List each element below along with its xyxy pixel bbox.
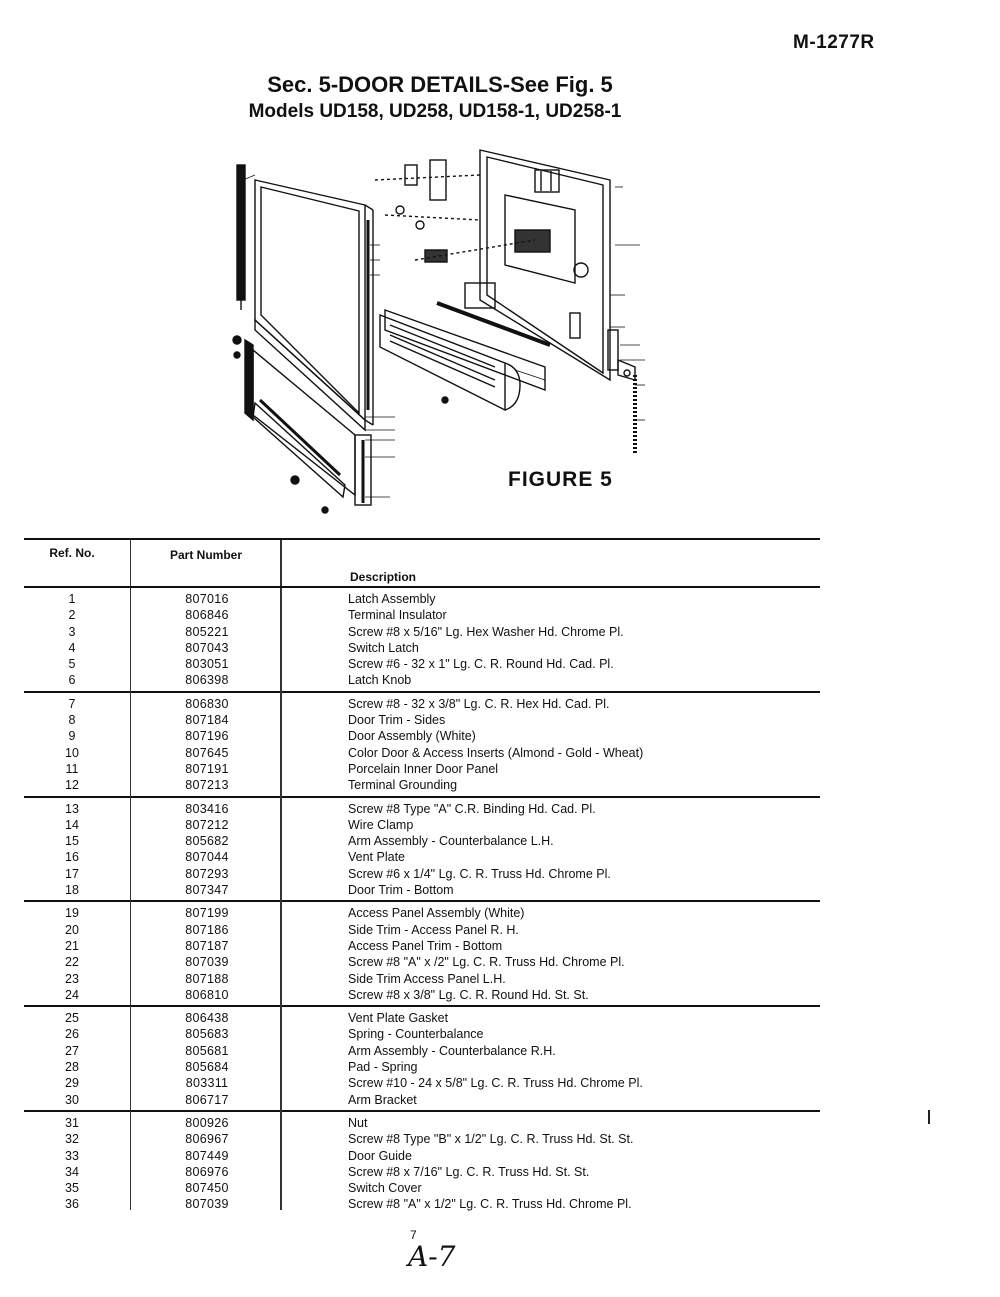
table-row xyxy=(24,712,820,728)
table-row xyxy=(24,1075,820,1091)
description-cell: Nut xyxy=(348,1115,368,1130)
header-description: Description xyxy=(350,570,417,584)
part-number-cell: 807043 xyxy=(185,640,229,655)
document-code: M-1277R xyxy=(793,32,875,53)
table-row xyxy=(24,591,820,607)
callout-leaders xyxy=(243,175,645,497)
part-number-cell: 807645 xyxy=(185,745,229,760)
ref-no-cell: 12 xyxy=(65,778,79,793)
table-row xyxy=(24,905,820,921)
ref-no-cell: 30 xyxy=(65,1092,79,1107)
table-row xyxy=(24,607,820,623)
description-cell: Access Panel Trim - Bottom xyxy=(348,938,503,953)
ref-no-cell: 21 xyxy=(65,938,79,953)
ref-no-cell: 4 xyxy=(68,640,76,655)
part-number-cell: 807187 xyxy=(185,938,229,953)
ref-no-cell: 8 xyxy=(68,713,76,728)
description-cell: Terminal Insulator xyxy=(348,608,447,623)
page-id: A-7 xyxy=(408,1240,456,1273)
access-panel xyxy=(245,320,371,505)
part-number-cell: 806967 xyxy=(185,1132,229,1147)
description-cell: Screw #8 Type "B" x 1/2" Lg. C. R. Truss Hd. St. St. xyxy=(348,1132,634,1147)
table-row xyxy=(24,922,820,938)
ref-no-cell: 24 xyxy=(65,987,79,1002)
inner-door-panel xyxy=(480,150,610,380)
part-number-cell: 806438 xyxy=(185,1011,229,1026)
description-cell: Porcelain Inner Door Panel xyxy=(348,761,499,776)
table-row xyxy=(24,696,820,712)
table-row xyxy=(24,761,820,777)
margin-mark xyxy=(928,1110,930,1124)
part-number-cell: 806830 xyxy=(185,696,229,711)
table-row-group xyxy=(24,693,820,798)
part-number-cell: 805681 xyxy=(185,1043,229,1058)
ref-no-cell: 32 xyxy=(65,1132,79,1147)
table-row xyxy=(24,971,820,987)
description-cell: Pad - Spring xyxy=(348,1060,418,1075)
page-number: 7 xyxy=(410,1228,417,1242)
description-cell: Door Trim - Sides xyxy=(348,713,446,728)
description-cell: Screw #8 - 32 x 3/8" Lg. C. R. Hex Hd. Cad. Pl. xyxy=(348,696,610,711)
part-number-cell: 807213 xyxy=(185,778,229,793)
description-cell: Screw #8 "A" x 1/2" Lg. C. R. Truss Hd. Chrome Pl. xyxy=(348,1197,632,1212)
part-number-cell: 807044 xyxy=(185,850,229,865)
table-row xyxy=(24,1148,820,1164)
description-cell: Side Trim Access Panel L.H. xyxy=(348,971,506,986)
ref-no-cell: 22 xyxy=(65,955,79,970)
part-number-cell: 807450 xyxy=(185,1181,229,1196)
ref-no-cell: 33 xyxy=(65,1148,79,1163)
table-row xyxy=(24,672,820,688)
table-row xyxy=(24,1196,820,1212)
ref-no-cell: 11 xyxy=(65,761,79,776)
ref-no-cell: 9 xyxy=(68,729,76,744)
table-row xyxy=(24,801,820,817)
table-row xyxy=(24,1092,820,1108)
door-exploded-diagram xyxy=(215,135,685,520)
ref-no-cell: 27 xyxy=(65,1043,79,1058)
part-number-cell: 807196 xyxy=(185,729,229,744)
part-number-cell: 803416 xyxy=(185,801,229,816)
description-cell: Screw #8 x 7/16" Lg. C. R. Truss Hd. St. St. xyxy=(348,1164,590,1179)
table-row xyxy=(24,882,820,898)
description-cell: Terminal Grounding xyxy=(348,778,458,793)
ref-no-cell: 26 xyxy=(65,1027,79,1042)
description-cell: Vent Plate Gasket xyxy=(348,1011,449,1026)
table-row xyxy=(24,938,820,954)
table-row xyxy=(24,1180,820,1196)
description-cell: Arm Assembly - Counterbalance R.H. xyxy=(348,1043,556,1058)
description-cell: Screw #6 x 1/4" Lg. C. R. Truss Hd. Chrome Pl. xyxy=(348,866,611,881)
table-row-group xyxy=(24,1007,820,1112)
ref-no-cell: 29 xyxy=(65,1076,79,1091)
part-number-cell: 803051 xyxy=(185,657,229,672)
models-subtitle: Models UD158, UD258, UD158-1, UD258-1 xyxy=(248,101,622,122)
table-row xyxy=(24,777,820,793)
ref-no-cell: 19 xyxy=(65,906,79,921)
part-number-cell: 806717 xyxy=(185,1092,229,1107)
description-cell: Color Door & Access Inserts (Almond - Gold - Wheat) xyxy=(348,745,644,760)
ref-no-cell: 20 xyxy=(65,922,79,937)
ref-no-cell: 5 xyxy=(68,657,76,672)
part-number-cell: 806398 xyxy=(185,673,229,688)
description-cell: Side Trim - Access Panel R. H. xyxy=(348,922,519,937)
description-cell: Wire Clamp xyxy=(348,817,414,832)
ref-no-cell: 14 xyxy=(65,817,79,832)
description-cell: Arm Bracket xyxy=(348,1092,417,1107)
table-row xyxy=(24,866,820,882)
part-number-cell: 807199 xyxy=(185,906,229,921)
description-cell: Latch Assembly xyxy=(348,592,436,606)
table-row-group xyxy=(24,1112,820,1215)
part-number-cell: 807039 xyxy=(185,1197,229,1212)
part-number-cell: 807212 xyxy=(185,817,229,832)
table-row xyxy=(24,1026,820,1042)
part-number-cell: 805684 xyxy=(185,1060,229,1075)
table-row xyxy=(24,624,820,640)
description-cell: Switch Latch xyxy=(348,640,419,655)
description-cell: Screw #6 - 32 x 1" Lg. C. R. Round Hd. Cad. Pl. xyxy=(348,657,614,672)
table-body xyxy=(24,588,820,1215)
part-number-cell: 806976 xyxy=(185,1164,229,1179)
part-number-cell: 807016 xyxy=(185,592,229,606)
table-row-group xyxy=(24,588,820,693)
description-cell: Screw #10 - 24 x 5/8" Lg. C. R. Truss Hd. Chrome Pl. xyxy=(348,1076,643,1091)
part-number-cell: 806810 xyxy=(185,987,229,1002)
table-row xyxy=(24,1115,820,1131)
table-row xyxy=(24,849,820,865)
description-cell: Screw #8 Type "A" C.R. Binding Hd. Cad. Pl. xyxy=(348,801,596,816)
table-row xyxy=(24,954,820,970)
ref-no-cell: 16 xyxy=(65,850,79,865)
table-row xyxy=(24,656,820,672)
table-row xyxy=(24,728,820,744)
part-number-cell: 805683 xyxy=(185,1027,229,1042)
table-row xyxy=(24,1010,820,1026)
ref-no-cell: 15 xyxy=(65,834,79,849)
part-number-cell: 803311 xyxy=(185,1076,229,1091)
part-number-cell: 807186 xyxy=(185,922,229,937)
ref-no-cell: 17 xyxy=(65,866,79,881)
description-cell: Door Assembly (White) xyxy=(348,729,476,744)
ref-no-cell: 3 xyxy=(68,624,76,639)
description-cell: Latch Knob xyxy=(348,673,412,688)
table-row-group xyxy=(24,902,820,1007)
ref-no-cell: 23 xyxy=(65,971,79,986)
outer-door-panel xyxy=(255,180,373,425)
table-header xyxy=(24,538,820,588)
part-number-cell: 807184 xyxy=(185,713,229,728)
ref-no-cell: 35 xyxy=(65,1181,79,1196)
section-title: Sec. 5-DOOR DETAILS-See Fig. 5 xyxy=(267,72,613,97)
description-cell: Switch Cover xyxy=(348,1181,422,1196)
description-cell: Door Trim - Bottom xyxy=(348,883,454,898)
ref-no-cell: 13 xyxy=(65,801,79,816)
ref-no-cell: 2 xyxy=(68,608,76,623)
latch-assembly xyxy=(375,160,535,262)
part-number-cell: 805221 xyxy=(185,624,229,639)
part-number-cell: 807039 xyxy=(185,955,229,970)
table-row xyxy=(24,745,820,761)
part-number-cell: 807449 xyxy=(185,1148,229,1163)
ref-no-cell: 28 xyxy=(65,1060,79,1075)
part-number-cell: 807293 xyxy=(185,866,229,881)
table-row xyxy=(24,640,820,656)
table-row xyxy=(24,1164,820,1180)
description-cell: Vent Plate xyxy=(348,850,405,865)
table-row xyxy=(24,817,820,833)
part-number-cell: 807188 xyxy=(185,971,229,986)
ref-no-cell: 1 xyxy=(68,592,76,606)
vent-gasket xyxy=(437,283,550,345)
description-cell: Access Panel Assembly (White) xyxy=(348,906,525,921)
header-ref-no: Ref. No. xyxy=(49,546,95,560)
ref-no-cell: 18 xyxy=(65,883,79,898)
ref-no-cell: 34 xyxy=(65,1164,79,1179)
table-row-group xyxy=(24,798,820,903)
table-row xyxy=(24,833,820,849)
part-number-cell: 807191 xyxy=(185,761,229,776)
figure-label: FIGURE 5 xyxy=(508,468,613,491)
description-cell: Door Guide xyxy=(348,1148,412,1163)
description-cell: Screw #8 x 5/16" Lg. Hex Washer Hd. Chrome Pl. xyxy=(348,624,624,639)
table-row xyxy=(24,1131,820,1147)
table-row xyxy=(24,1043,820,1059)
ref-no-cell: 25 xyxy=(65,1011,79,1026)
parts-table xyxy=(24,538,820,1215)
description-cell: Spring - Counterbalance xyxy=(348,1027,484,1042)
part-number-cell: 805682 xyxy=(185,834,229,849)
table-row xyxy=(24,1059,820,1075)
side-trim-left xyxy=(237,165,245,310)
part-number-cell: 806846 xyxy=(185,608,229,623)
header-part-number: Part Number xyxy=(169,548,243,562)
ref-no-cell: 36 xyxy=(65,1197,79,1212)
ref-no-cell: 10 xyxy=(65,745,79,760)
description-cell: Screw #8 x 3/8" Lg. C. R. Round Hd. St. St. xyxy=(348,987,589,1002)
ref-no-cell: 6 xyxy=(68,673,76,688)
part-number-cell: 800926 xyxy=(185,1115,229,1130)
ref-no-cell: 7 xyxy=(68,696,76,711)
description-cell: Arm Assembly - Counterbalance L.H. xyxy=(348,834,554,849)
description-cell: Screw #8 "A" x /2" Lg. C. R. Truss Hd. Chrome Pl. xyxy=(348,955,625,970)
table-row xyxy=(24,987,820,1003)
ref-no-cell: 31 xyxy=(65,1115,79,1130)
part-number-cell: 807347 xyxy=(185,883,229,898)
